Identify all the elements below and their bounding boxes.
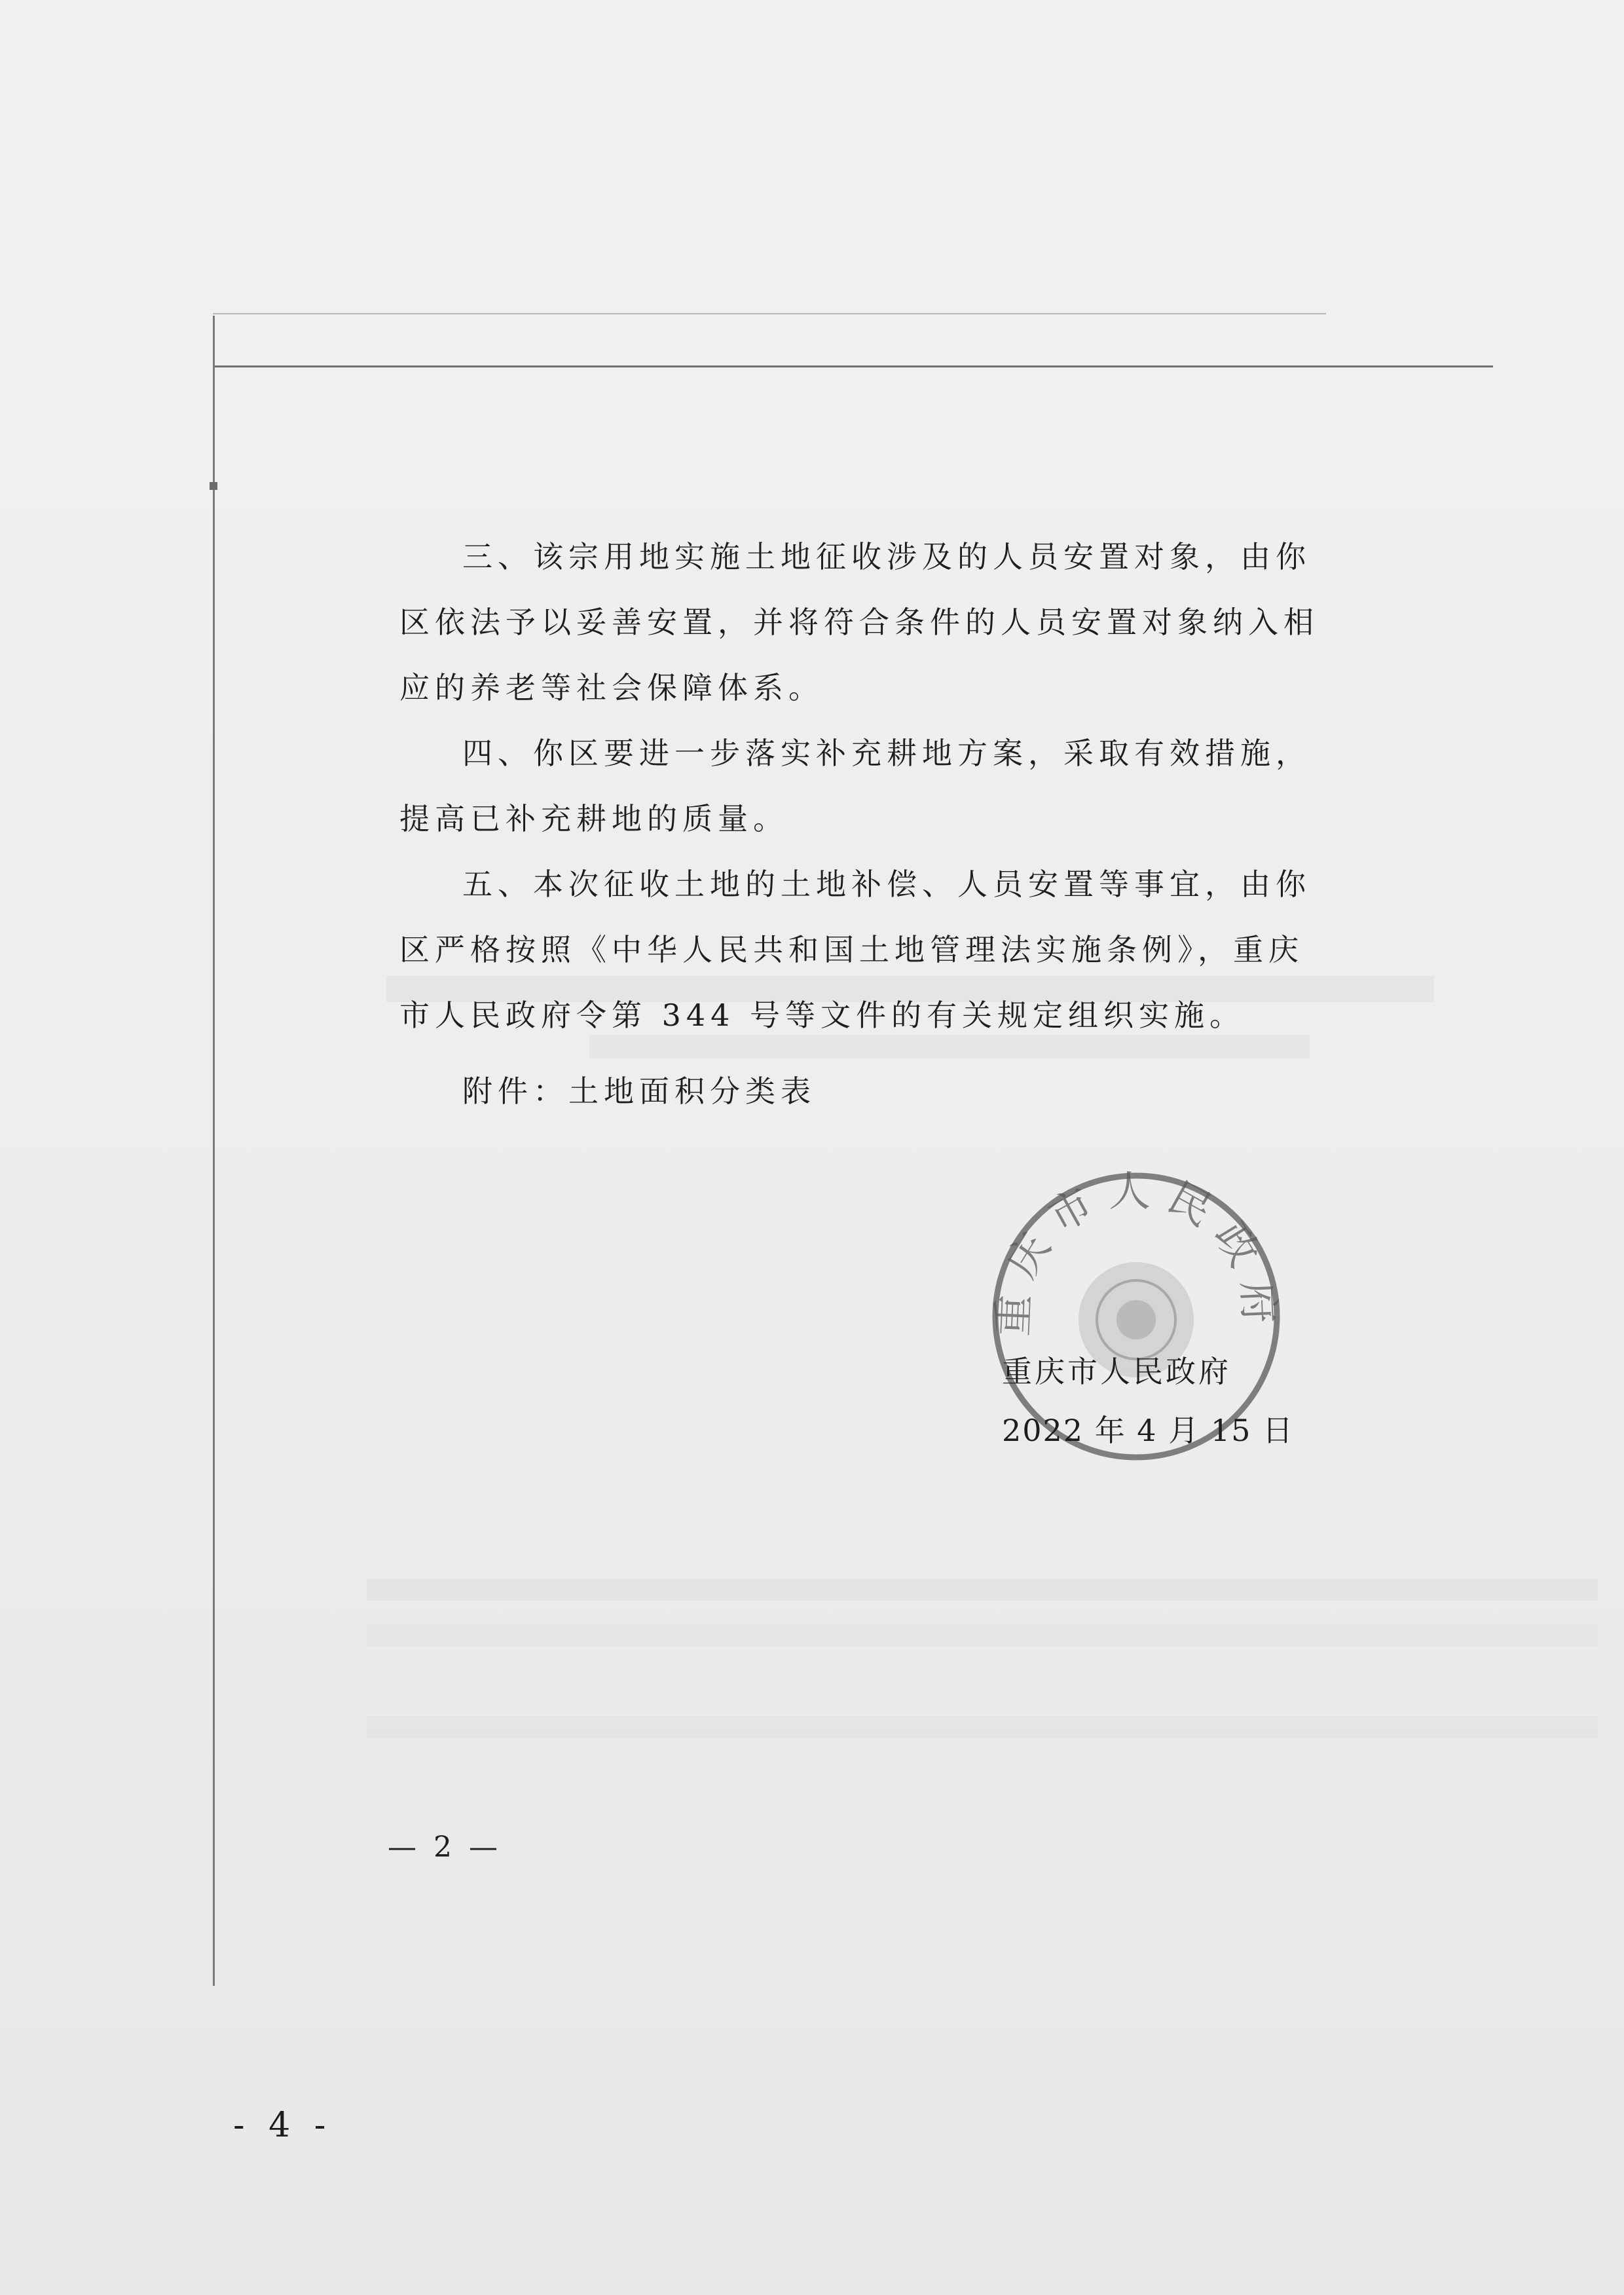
paragraph-four: 四、你区要进一步落实补充耕地方案，采取有效措施，提高已补充耕地的质量。 — [399, 736, 1311, 836]
scan-frame-left-line — [213, 316, 215, 1986]
signature-organization: 重庆市人民政府 — [1002, 1354, 1231, 1389]
paragraph-three: 三、该宗用地实施土地征收涉及的人员安置对象，由你区依法予以妥善安置，并将符合条件的人员安置对象纳入相应的养老等社会保障体系。 — [399, 539, 1319, 705]
seal-text: 重庆市人民政府 — [989, 1168, 1283, 1337]
scan-frame-top-faint — [213, 313, 1326, 314]
signature-date: 2022 年 4 月 15 日 — [1002, 1413, 1294, 1448]
attachment-line: 附件：土地面积分类表 — [462, 1073, 816, 1109]
paragraph-five: 五、本次征收土地的土地补偿、人员安置等事宜，由你区严格按照《中华人民共和国土地管理法实施条例》，重庆市人民政府令第 344 号等文件的有关规定组织实施。 — [399, 867, 1311, 1033]
bleed-through-band — [367, 1716, 1598, 1738]
bleed-through-band — [367, 1578, 1598, 1601]
outer-page-number: - 4 - — [233, 2106, 333, 2145]
inner-page-number: — 2 — — [388, 1831, 502, 1864]
bleed-through-band — [367, 1624, 1598, 1647]
document-body — [399, 524, 1336, 1048]
scan-frame-top-line — [213, 365, 1493, 367]
scan-frame-tick-mark — [210, 482, 217, 490]
